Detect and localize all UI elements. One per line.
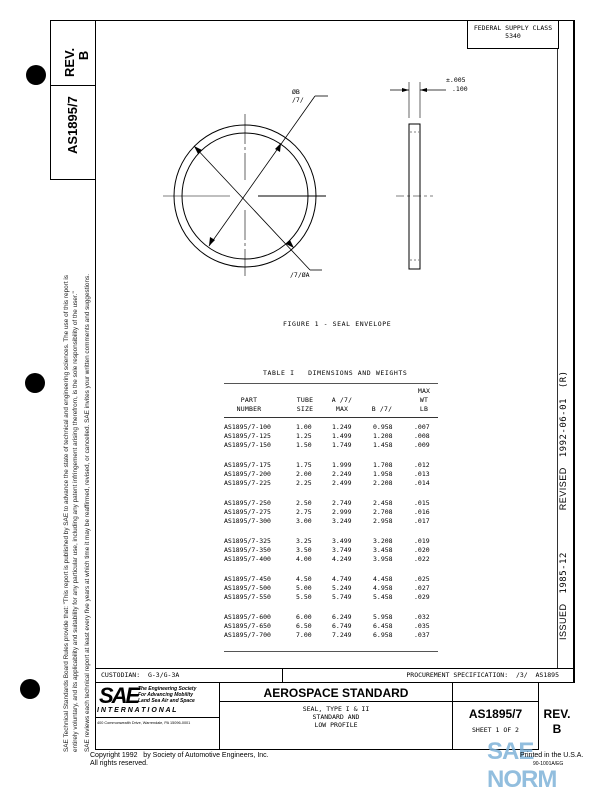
cell-part: AS1895/7-550: [224, 593, 271, 601]
cell-b: 1.958: [373, 470, 393, 478]
cell-wt: .015: [414, 499, 430, 507]
cell-part: AS1895/7-600: [224, 613, 271, 621]
cell-wt: .020: [414, 546, 430, 554]
revised-flag: (R): [559, 370, 569, 389]
cell-b: 2.458: [373, 499, 393, 507]
cell-a: 6.749: [332, 622, 352, 630]
thickness-tolerance: ±.005: [446, 76, 466, 84]
cell-a: 1.499: [332, 432, 352, 440]
federal-supply-class-box: [467, 20, 559, 49]
cell-b: 6.958: [373, 631, 393, 639]
cell-part: AS1895/7-125: [224, 432, 271, 440]
col-header-a-max: A /7/ MAX: [331, 396, 353, 413]
cell-tube: 5.50: [296, 593, 312, 601]
cell-tube: 6.00: [296, 613, 312, 621]
printed-in: Printed in the U.S.A.: [520, 752, 584, 759]
cell-part: AS1895/7-100: [224, 423, 271, 431]
rev-tab-value: B: [76, 50, 91, 61]
cell-tube: 2.50: [296, 499, 312, 507]
cell-a: 4.749: [332, 575, 352, 583]
cell-a: 3.249: [332, 517, 352, 525]
custodian-row: [95, 668, 575, 683]
rev-cell-label: REV.: [543, 707, 571, 721]
cell-b: 4.458: [373, 575, 393, 583]
doc-number-tab: [50, 85, 96, 180]
dim-a-label: /7/ØA: [290, 271, 310, 279]
cell-tube: 2.75: [296, 508, 312, 516]
dim-b-note: /7/: [292, 96, 304, 104]
cell-wt: .019: [414, 537, 430, 545]
issued-date: 1985-12: [559, 552, 569, 594]
punch-hole-bottom: [20, 679, 40, 699]
cell-a: 1.749: [332, 441, 352, 449]
col-header-max-wt: MAX WT LB: [417, 387, 431, 413]
cell-b: 2.708: [373, 508, 393, 516]
cell-wt: .029: [414, 593, 430, 601]
cell-part: AS1895/7-325: [224, 537, 271, 545]
side-notice-line-1: SAE Technical Standards Board Rules provide that: "This report is published by SAE to advance the state of technical and engineering sciences. The use of this report is: [63, 275, 70, 752]
revised-label: REVISED: [558, 467, 568, 511]
cell-a: 2.749: [332, 499, 352, 507]
cell-wt: .027: [414, 584, 430, 592]
cell-a: 3.749: [332, 546, 352, 554]
cell-part: AS1895/7-350: [224, 546, 271, 554]
cell-b: 1.458: [373, 441, 393, 449]
cell-tube: 1.50: [296, 441, 312, 449]
cell-b: 3.958: [373, 555, 393, 563]
cell-wt: .013: [414, 470, 430, 478]
cell-b: 1.708: [373, 461, 393, 469]
cell-wt: .022: [414, 555, 430, 563]
table-title: TABLE I DIMENSIONS AND WEIGHTS: [263, 369, 408, 377]
cell-tube: 2.25: [296, 479, 312, 487]
sae-logo: SAE: [99, 683, 139, 708]
cell-wt: .032: [414, 613, 430, 621]
cell-b: 4.958: [373, 584, 393, 592]
cell-part: AS1895/7-275: [224, 508, 271, 516]
revised-date: 1992-06-01: [559, 398, 569, 458]
rev-cell-value: B: [552, 722, 562, 736]
cell-wt: .035: [414, 622, 430, 630]
sae-logo-cell: [95, 683, 220, 750]
cell-b: 5.958: [373, 613, 393, 621]
cell-wt: .007: [414, 423, 430, 431]
copyright-line-1: Copyright 1992 by Society of Automotive Engineers, Inc.: [90, 752, 269, 759]
seal-drawing: [150, 80, 470, 300]
cell-a: 5.249: [332, 584, 352, 592]
copyright: [90, 752, 269, 768]
category: AEROSPACE STANDARD: [263, 686, 409, 700]
cell-wt: .016: [414, 508, 430, 516]
cell-part: AS1895/7-200: [224, 470, 271, 478]
cell-b: 3.208: [373, 537, 393, 545]
issued-label: ISSUED: [558, 603, 568, 640]
cell-tube: 2.00: [296, 470, 312, 478]
cell-tube: 1.25: [296, 432, 312, 440]
watermark: SAE NORM: [487, 738, 557, 793]
revision-strip: [558, 370, 569, 640]
procurement-spec: PROCUREMENT SPECIFICATION: /3/ AS1895: [406, 671, 559, 679]
cell-a: 6.249: [332, 613, 352, 621]
figure-caption: FIGURE 1 - SEAL ENVELOPE: [283, 320, 392, 328]
cell-b: 3.458: [373, 546, 393, 554]
cell-b: 2.958: [373, 517, 393, 525]
dim-b-label: ØB: [292, 88, 300, 96]
cell-tube: 3.25: [296, 537, 312, 545]
federal-supply-class-label: FEDERAL SUPPLY CLASS: [473, 24, 553, 32]
sae-divider: [95, 717, 219, 718]
doc-number: AS1895/7: [468, 707, 523, 721]
cell-b: 2.208: [373, 479, 393, 487]
cell-b: 6.458: [373, 622, 393, 630]
cell-part: AS1895/7-250: [224, 499, 271, 507]
cell-tube: 3.50: [296, 546, 312, 554]
rev-tab: [50, 20, 96, 86]
cell-wt: .025: [414, 575, 430, 583]
sae-international: I N T E R N A T I O N A L: [97, 707, 177, 714]
doc-number-tab-text: AS1895/7: [65, 96, 80, 154]
cell-part: AS1895/7-400: [224, 555, 271, 563]
table-top-rule: [224, 383, 438, 384]
side-notice-line-3: SAE reviews each technical report at least every five years at which time it may be reaffirmed, revised, or cancelled. SAE invites your written comments and suggestions.: [84, 274, 91, 752]
cell-a: 4.249: [332, 555, 352, 563]
cell-a: 2.499: [332, 479, 352, 487]
custodian-divider: [282, 669, 283, 682]
cell-a: 2.999: [332, 508, 352, 516]
side-notice: [62, 274, 92, 752]
federal-supply-class-value: 5340: [505, 32, 521, 40]
table-header-rule: [224, 417, 438, 418]
part-title-line-2: STANDARD AND: [312, 713, 360, 721]
cell-tube: 3.00: [296, 517, 312, 525]
cell-tube: 4.00: [296, 555, 312, 563]
cell-b: 5.458: [373, 593, 393, 601]
rev-tab-label: REV.: [62, 47, 77, 77]
cell-wt: .008: [414, 432, 430, 440]
cell-wt: .012: [414, 461, 430, 469]
cell-part: AS1895/7-150: [224, 441, 271, 449]
custodian: CUSTODIAN: G-3/G-3A: [101, 671, 180, 679]
cell-part: AS1895/7-700: [224, 631, 271, 639]
cell-wt: .009: [414, 441, 430, 449]
cell-wt: .017: [414, 517, 430, 525]
cell-part: AS1895/7-500: [224, 584, 271, 592]
cell-b: 1.208: [373, 432, 393, 440]
cell-tube: 5.00: [296, 584, 312, 592]
thickness-value: .100: [452, 85, 468, 93]
col-header-b: B /7/: [371, 405, 393, 413]
part-title: [220, 705, 452, 729]
col-header-tube-size: TUBE SIZE: [296, 396, 314, 413]
cell-tube: 1.00: [296, 423, 312, 431]
col-header-part-number: PART NUMBER: [236, 396, 262, 413]
cell-a: 3.499: [332, 537, 352, 545]
copyright-line-2: All rights reserved.: [90, 760, 148, 767]
part-title-line-1: SEAL, TYPE I & II: [302, 705, 370, 713]
cell-part: AS1895/7-450: [224, 575, 271, 583]
cell-a: 1.249: [332, 423, 352, 431]
cell-tube: 4.50: [296, 575, 312, 583]
table-bottom-rule: [224, 651, 438, 652]
cell-tube: 7.00: [296, 631, 312, 639]
cell-a: 7.249: [332, 631, 352, 639]
cell-a: 1.999: [332, 461, 352, 469]
cell-wt: .014: [414, 479, 430, 487]
cell-tube: 6.50: [296, 622, 312, 630]
cell-tube: 1.75: [296, 461, 312, 469]
punch-hole-middle: [25, 373, 45, 393]
cell-part: AS1895/7-650: [224, 622, 271, 630]
form-code: 90-1001A/EG: [533, 761, 564, 767]
cell-part: AS1895/7-225: [224, 479, 271, 487]
cell-wt: .037: [414, 631, 430, 639]
cell-b: 0.958: [373, 423, 393, 431]
cell-part: AS1895/7-300: [224, 517, 271, 525]
sae-address: 400 Commonwealth Drive, Warrendale, PA 15096-0001: [97, 721, 191, 725]
punch-hole-top: [26, 65, 46, 85]
sae-tagline: The Engineering Society For Advancing Mobility Land Sea Air and Space: [138, 686, 197, 704]
part-title-line-3: LOW PROFILE: [314, 721, 358, 729]
side-notice-line-2: entirely voluntary, and its applicability and suitability for any particular use, including any patent infringement arising therefrom, is the sole responsibility of the user.": [72, 291, 79, 752]
cell-a: 5.749: [332, 593, 352, 601]
sheet-number: SHEET 1 OF 2: [472, 726, 519, 734]
cell-part: AS1895/7-175: [224, 461, 271, 469]
cell-a: 2.249: [332, 470, 352, 478]
